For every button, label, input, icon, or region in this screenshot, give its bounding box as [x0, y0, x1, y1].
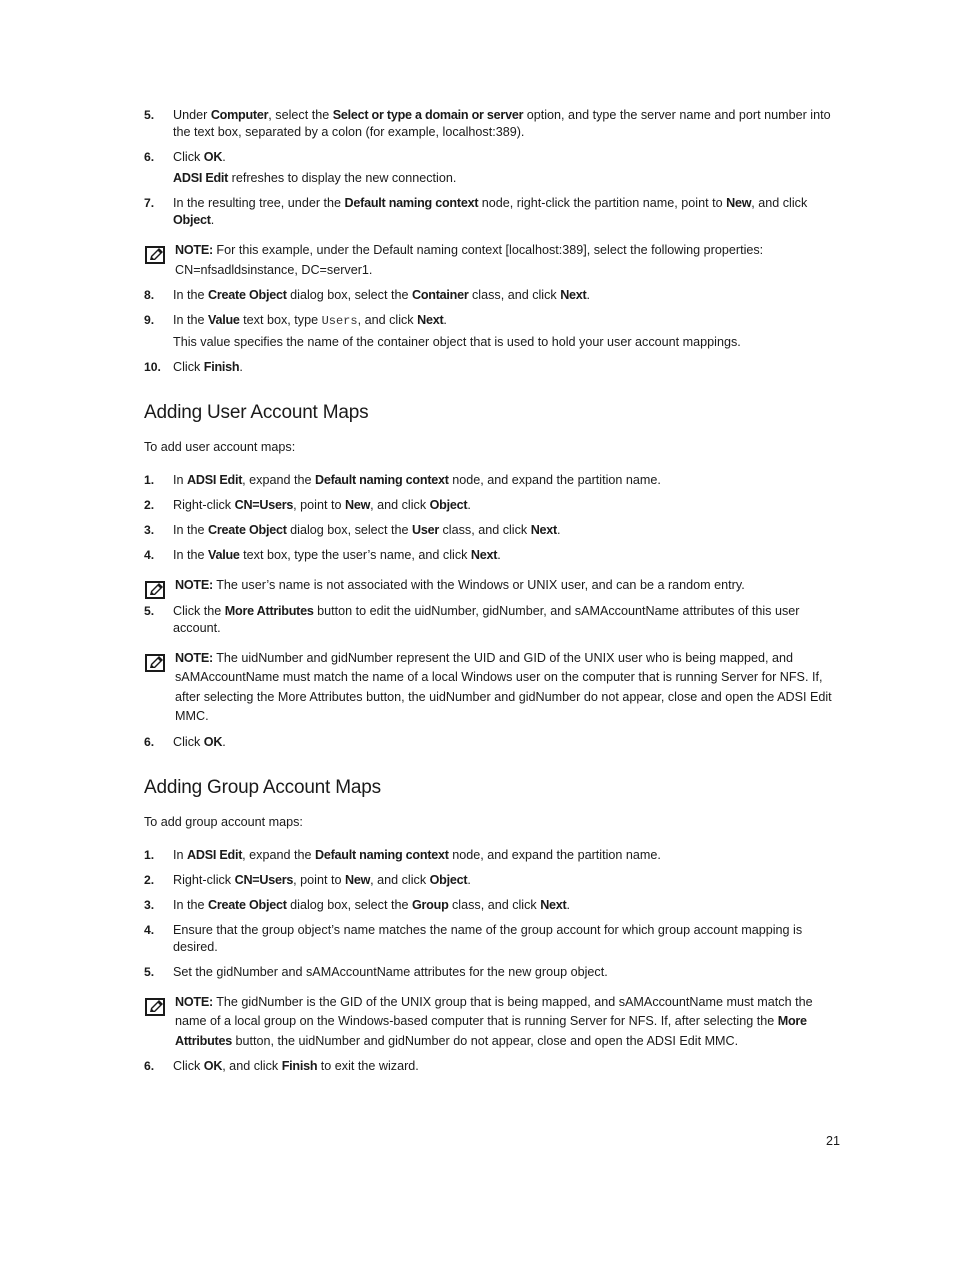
step-number: 4. [144, 548, 155, 562]
note-uid-gid: NOTE: The uidNumber and gidNumber represent the UID and GID of the UNIX user who is being mapped, and sAMAccountName must match the name of a local Windows user on the computer that is running Server for NFS. If, after selecting the More Attributes button, the uidNumber and gidNumber do not appear, close and open the ADSI Edit MMC. [144, 649, 838, 727]
step-number: 6. [144, 150, 155, 164]
heading-adding-user-account-maps: Adding User Account Maps [144, 402, 369, 423]
step-number: 2. [144, 872, 155, 887]
group-step-6: 6. Click OK, and click Finish to exit the wizard. [144, 1059, 419, 1073]
user-step-2: 2. Right-click CN=Users, point to New, and click Object. [144, 498, 471, 512]
step-5-computer: 5. Under Computer, select the Select or type a domain or server option, and type the server name and port number into the text box, separated by a colon (for example, localhost:389). [144, 108, 831, 139]
step-number: 6. [144, 734, 155, 749]
step-number: 6. [144, 1059, 155, 1073]
step-number: 5. [144, 603, 155, 618]
step-number: 4. [144, 922, 155, 937]
step-number: 2. [144, 498, 155, 512]
user-step-1: 1. In ADSI Edit, expand the Default naming context node, and expand the partition name. [144, 473, 661, 487]
step-6-click-ok: 6. Click OK. [144, 150, 226, 164]
step-6-result: ADSI Edit refreshes to display the new connection. [173, 171, 457, 185]
intro-user-maps: To add user account maps: [144, 440, 296, 454]
step-number: 3. [144, 523, 155, 537]
step-number: 7. [144, 196, 155, 210]
step-9-value: 9. In the Value text box, type Users, and click Next. [144, 313, 447, 328]
group-step-1: 1. In ADSI Edit, expand the Default naming context node, and expand the partition name. [144, 847, 661, 862]
step-number: 9. [144, 313, 155, 327]
step-number: 5. [144, 108, 155, 122]
heading-adding-group-account-maps: Adding Group Account Maps [144, 776, 381, 798]
step-7-tree: 7. In the resulting tree, under the Default naming context node, right-click the partition name, point to New, and click Object. [144, 196, 808, 227]
user-step-6: 6. Click OK. [144, 734, 226, 749]
step-10-finish: 10. Click Finish. [144, 360, 243, 374]
user-step-4: 4. In the Value text box, type the user’s name, and click Next. [144, 548, 501, 562]
group-step-4: 4. Ensure that the group object’s name matches the name of the group account for which group account mapping is desired. [144, 922, 803, 954]
pencil-note-icon [144, 653, 166, 673]
user-step-3: 3. In the Create Object dialog box, select the User class, and click Next. [144, 523, 561, 537]
page-content [144, 107, 838, 1083]
note-default-naming-context: NOTE: For this example, under the Default naming context [localhost:389], select the following properties: CN=nfsadldsinstance, DC=server1. [144, 241, 838, 280]
step-number: 3. [144, 897, 155, 912]
step-8-container: 8. In the Create Object dialog box, select the Container class, and click Next. [144, 288, 590, 302]
step-number: 8. [144, 288, 155, 302]
step-number: 5. [144, 964, 155, 979]
group-step-2: 2. Right-click CN=Users, point to New, and click Object. [144, 872, 471, 887]
pencil-note-icon [144, 245, 166, 265]
pencil-note-icon [144, 997, 166, 1017]
step-number: 1. [144, 473, 155, 487]
step-number: 1. [144, 847, 155, 862]
note-user-name: NOTE: The user’s name is not associated with the Windows or UNIX user, and can be a random entry. [144, 576, 838, 596]
page-number: 21 [826, 1134, 841, 1148]
group-step-3: 3. In the Create Object dialog box, select the Group class, and click Next. [144, 897, 570, 912]
intro-group-maps: To add group account maps: [144, 814, 303, 829]
step-9-explanation: This value specifies the name of the container object that is used to hold your user account mappings. [173, 335, 741, 349]
pencil-note-icon [144, 580, 166, 600]
note-gid-number: NOTE: The gidNumber is the GID of the UNIX group that is being mapped, and sAMAccountName must match the name of a local group on the Windows-based computer that is running Server for NFS. If, after selecting the More Attributes button, the uidNumber and gidNumber do not appear, close and open the ADSI Edit MMC. [144, 993, 838, 1052]
code-users: Users [321, 314, 358, 328]
step-number: 10. [144, 360, 161, 374]
user-step-5: 5. Click the More Attributes button to edit the uidNumber, gidNumber, and sAMAccountName attributes of this user account. [144, 603, 800, 635]
group-step-5: 5. Set the gidNumber and sAMAccountName attributes for the new group object. [144, 964, 608, 979]
